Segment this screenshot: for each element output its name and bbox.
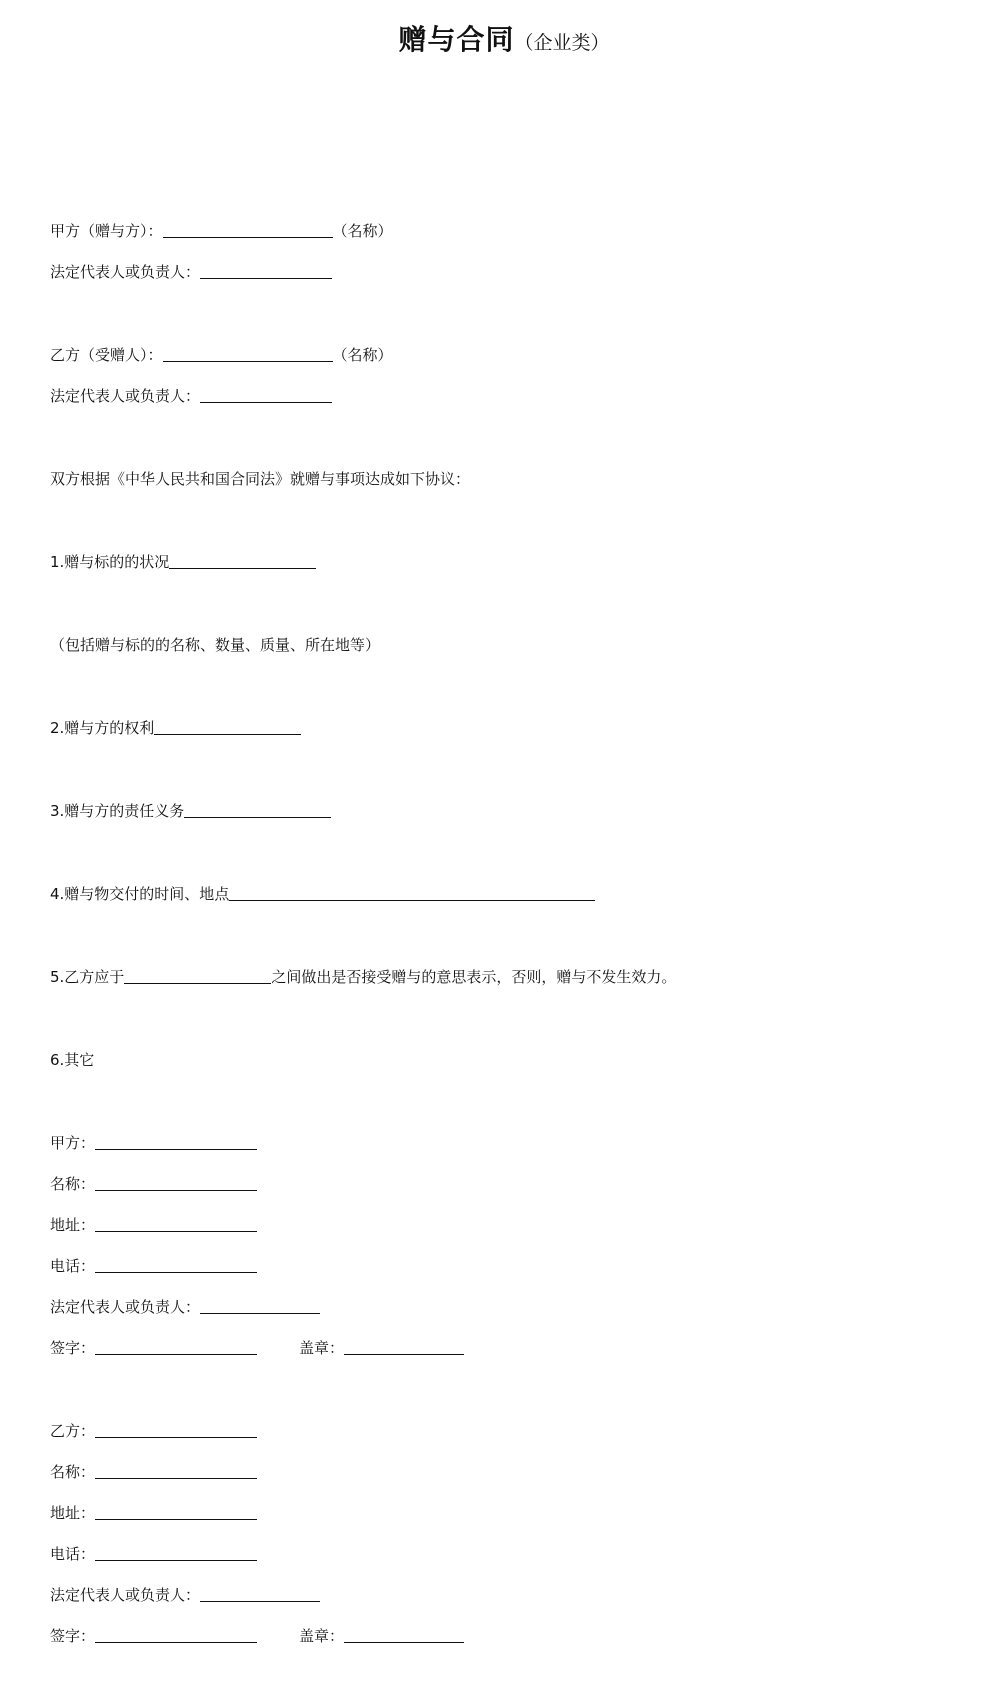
clause-5-blank[interactable] [124, 968, 271, 984]
party-a-line [50, 221, 393, 241]
sig-b-rep [50, 1585, 320, 1605]
sig-a-party [50, 1133, 257, 1153]
sig-a-sign-label: 签字： [50, 1339, 96, 1357]
party-b-rep-blank[interactable] [200, 387, 332, 403]
clause-5-label-post: 之间做出是否接受赠与的意思表示，否则，赠与不发生效力。 [271, 968, 677, 986]
clause-3-blank[interactable] [184, 802, 331, 818]
party-a-label: 甲方（赠与方）： [50, 222, 163, 240]
sig-b-seal-blank[interactable] [344, 1627, 464, 1643]
sig-a-address [50, 1215, 257, 1235]
party-a-rep-label: 法定代表人或负责人： [50, 263, 201, 281]
sig-b-name-blank[interactable] [95, 1463, 257, 1479]
sig-b-phone-blank[interactable] [95, 1545, 257, 1561]
sig-b-party [50, 1421, 257, 1441]
sig-b-sign-blank[interactable] [95, 1627, 257, 1643]
sig-b-name [50, 1462, 257, 1482]
sig-b-phone [50, 1544, 257, 1564]
sig-a-address-label: 地址： [50, 1216, 96, 1234]
clause-4-label: 4.赠与物交付的时间、地点 [50, 885, 230, 903]
sig-a-seal-blank[interactable] [344, 1339, 464, 1355]
clause-1 [50, 552, 316, 572]
clause-4 [50, 884, 595, 904]
sig-a-party-label: 甲方： [50, 1134, 96, 1152]
party-b-name-suffix: （名称） [332, 346, 393, 364]
sig-b-party-label: 乙方： [50, 1422, 96, 1440]
clause-1-note: （包括赠与标的的名称、数量、质量、所在地等） [50, 636, 381, 654]
clause-6: 6.其它 [50, 1051, 95, 1069]
party-a-rep-blank[interactable] [200, 263, 332, 279]
clause-2-label: 2.赠与方的权利 [50, 719, 155, 737]
sig-b-name-label: 名称： [50, 1463, 96, 1481]
title-subtitle: （企业类） [514, 32, 610, 54]
sig-a-rep-blank[interactable] [200, 1298, 320, 1314]
party-b-rep-label: 法定代表人或负责人： [50, 387, 201, 405]
sig-a-name-blank[interactable] [95, 1175, 257, 1191]
clause-2 [50, 718, 301, 738]
sig-a-sign-seal [50, 1338, 464, 1358]
party-b-line [50, 345, 393, 365]
clause-4-blank[interactable] [229, 885, 595, 901]
preamble: 双方根据《中华人民共和国合同法》就赠与事项达成如下协议： [50, 470, 471, 488]
sig-b-address-blank[interactable] [95, 1504, 257, 1520]
sig-a-seal-label: 盖章： [299, 1339, 345, 1357]
party-a-name-blank[interactable] [163, 222, 333, 238]
sig-b-seal-label: 盖章： [299, 1627, 345, 1645]
party-b-name-blank[interactable] [163, 346, 333, 362]
sig-a-address-blank[interactable] [95, 1216, 257, 1232]
document-title [0, 18, 1008, 58]
sig-a-rep-label: 法定代表人或负责人： [50, 1298, 201, 1316]
sig-b-rep-blank[interactable] [200, 1586, 320, 1602]
party-a-rep-line [50, 262, 332, 282]
clause-3-label: 3.赠与方的责任义务 [50, 802, 185, 820]
sig-a-party-blank[interactable] [95, 1134, 257, 1150]
sig-a-phone-blank[interactable] [95, 1257, 257, 1273]
sig-b-phone-label: 电话： [50, 1545, 96, 1563]
clause-1-label: 1.赠与标的的状况 [50, 553, 170, 571]
clause-3 [50, 801, 331, 821]
sig-a-sign-blank[interactable] [95, 1339, 257, 1355]
party-b-rep-line [50, 386, 332, 406]
party-b-label: 乙方（受赠人）： [50, 346, 163, 364]
sig-a-name [50, 1174, 257, 1194]
sig-a-phone-label: 电话： [50, 1257, 96, 1275]
title-main: 赠与合同 [398, 23, 515, 56]
sig-a-phone [50, 1256, 257, 1276]
clause-2-blank[interactable] [154, 719, 301, 735]
sig-b-address-label: 地址： [50, 1504, 96, 1522]
clause-1-blank[interactable] [169, 553, 316, 569]
clause-5 [50, 967, 676, 987]
clause-5-label-pre: 5.乙方应于 [50, 968, 125, 986]
sig-b-address [50, 1503, 257, 1523]
sig-a-name-label: 名称： [50, 1175, 96, 1193]
sig-b-party-blank[interactable] [95, 1422, 257, 1438]
sig-a-rep [50, 1297, 320, 1317]
sig-b-sign-label: 签字： [50, 1627, 96, 1645]
party-a-name-suffix: （名称） [332, 222, 393, 240]
sig-b-rep-label: 法定代表人或负责人： [50, 1586, 201, 1604]
sig-b-sign-seal [50, 1626, 464, 1646]
